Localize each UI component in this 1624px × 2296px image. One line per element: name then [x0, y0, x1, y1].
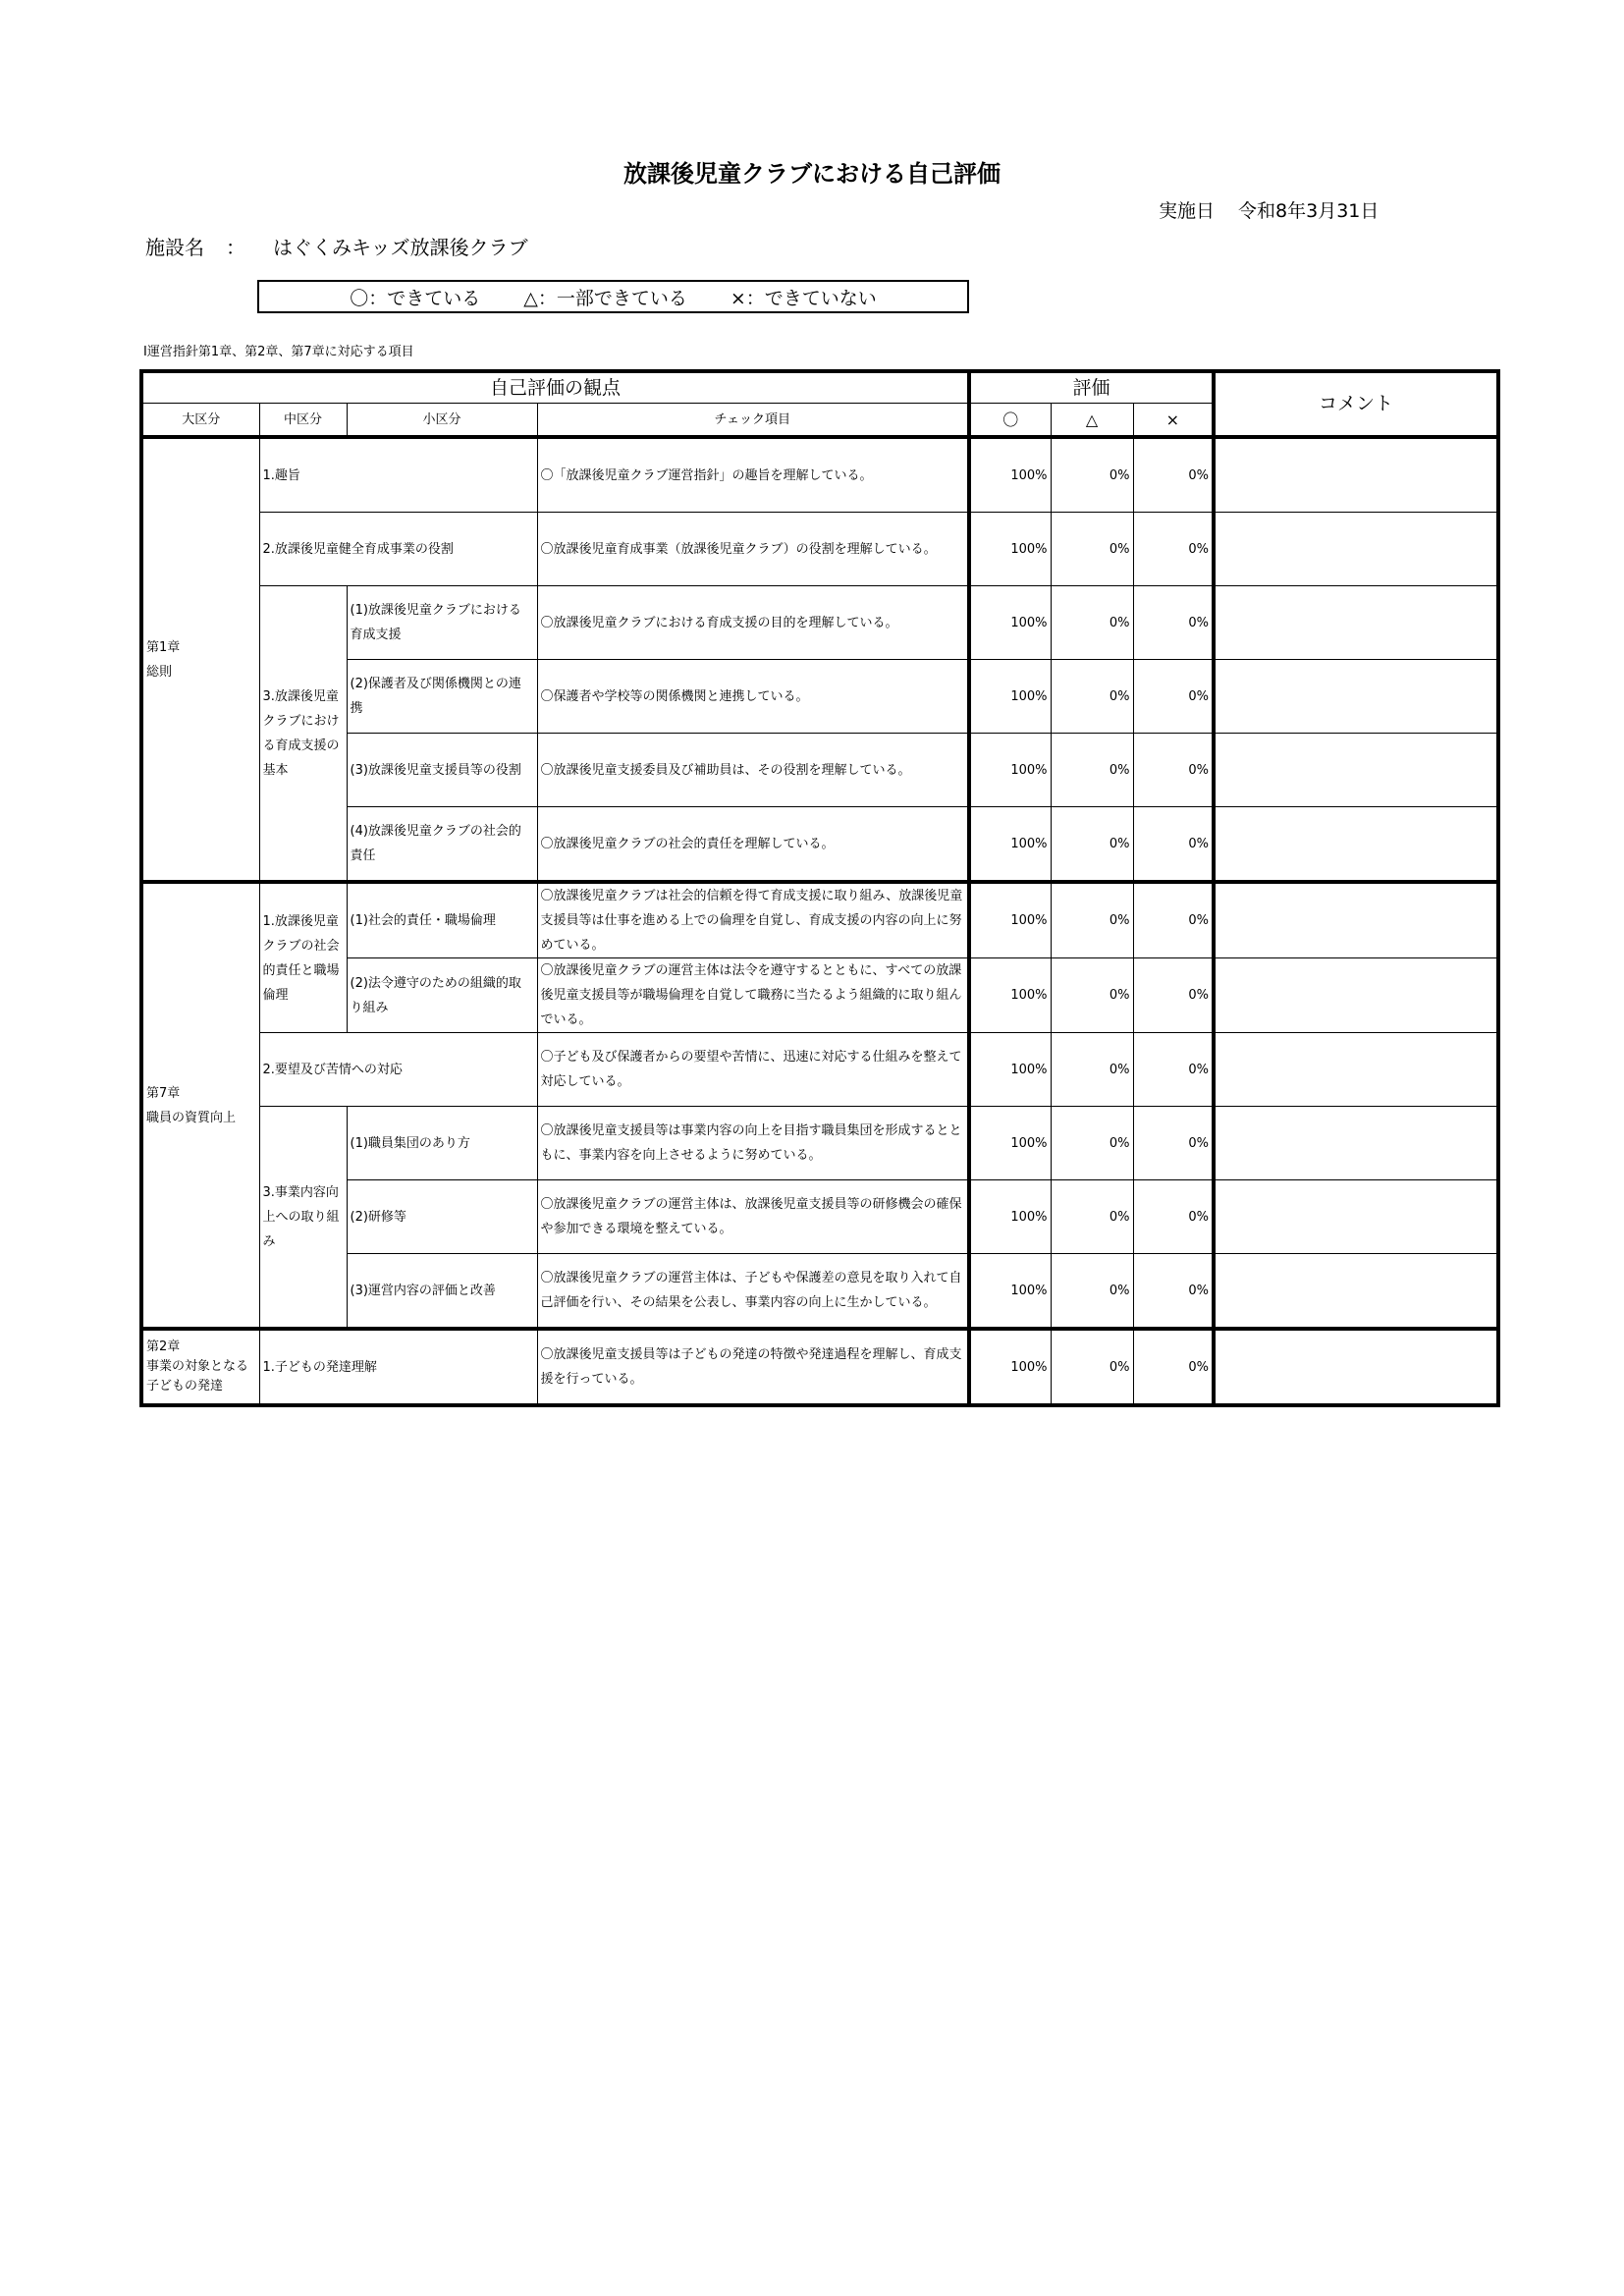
facility-colon: ： — [226, 236, 245, 259]
check-item: 〇放課後児童支援委員及び補助員は、その役割を理解している。 — [537, 734, 969, 807]
cross-rate: 0% — [1133, 958, 1214, 1033]
cross-rate: 0% — [1133, 807, 1214, 883]
implementation-date — [1159, 196, 1379, 223]
facility-label: 施設名 — [145, 236, 204, 259]
cross-rate: 0% — [1133, 513, 1214, 586]
circle-rate: 100% — [969, 437, 1051, 513]
legend-circle: 〇：できている — [350, 287, 481, 309]
circle-header: 〇 — [969, 404, 1051, 438]
check-item: 〇保護者や学校等の関係機関と連携している。 — [537, 660, 969, 734]
middle-cell: 2.要望及び苦情への対応 — [259, 1033, 537, 1107]
triangle-rate: 0% — [1051, 586, 1133, 660]
comment-cell — [1214, 660, 1498, 734]
cross-rate: 0% — [1133, 660, 1214, 734]
circle-rate: 100% — [969, 1107, 1051, 1180]
check-item: 〇放課後児童クラブの運営主体は法令を遵守するとともに、すべての放課後児童支援員等が職場倫理を自覚して職務に当たるよう組織的に取り組んでいる。 — [537, 958, 969, 1033]
check-item: 〇放課後児童育成事業（放課後児童クラブ）の役割を理解している。 — [537, 513, 969, 586]
circle-rate: 100% — [969, 513, 1051, 586]
comment-cell — [1214, 1329, 1498, 1405]
cross-rate: 0% — [1133, 734, 1214, 807]
minor-cell: (2)法令遵守のための組織的取り組み — [347, 958, 537, 1033]
circle-rate: 100% — [969, 1329, 1051, 1405]
major-cell-ch2: 第2章 事業の対象となる子どもの発達 — [141, 1329, 259, 1405]
facility-name-line — [145, 232, 528, 260]
triangle-rate: 0% — [1051, 1329, 1133, 1405]
circle-rate: 100% — [969, 586, 1051, 660]
comment-cell — [1214, 1254, 1498, 1330]
check-item: 〇放課後児童クラブの社会的責任を理解している。 — [537, 807, 969, 883]
evaluation-header: 評価 — [969, 371, 1214, 404]
circle-rate: 100% — [969, 1180, 1051, 1254]
middle-cell: 1.放課後児童クラブの社会的責任と職場倫理 — [259, 882, 347, 1033]
comment-cell — [1214, 882, 1498, 958]
cross-rate: 0% — [1133, 1033, 1214, 1107]
page-title: 放課後児童クラブにおける自己評価 — [623, 160, 1001, 188]
circle-rate: 100% — [969, 1254, 1051, 1330]
check-item: 〇子ども及び保護者からの要望や苦情に、迅速に対応する仕組みを整えて対応している。 — [537, 1033, 969, 1107]
minor-cell: (1)放課後児童クラブにおける育成支援 — [347, 586, 537, 660]
triangle-rate: 0% — [1051, 1254, 1133, 1330]
check-item: 〇「放課後児童クラブ運営指針」の趣旨を理解している。 — [537, 437, 969, 513]
triangle-rate: 0% — [1051, 882, 1133, 958]
triangle-rate: 0% — [1051, 513, 1133, 586]
cross-rate: 0% — [1133, 1180, 1214, 1254]
minor-cell: (3)運営内容の評価と改善 — [347, 1254, 537, 1330]
triangle-rate: 0% — [1051, 1180, 1133, 1254]
comment-cell — [1214, 513, 1498, 586]
cross-header: × — [1133, 404, 1214, 438]
check-item: 〇放課後児童支援員等は子どもの発達の特徴や発達過程を理解し、育成支援を行っている。 — [537, 1329, 969, 1405]
evaluation-table — [139, 369, 1500, 1407]
cross-rate: 0% — [1133, 1107, 1214, 1180]
circle-rate: 100% — [969, 1033, 1051, 1107]
minor-cell: (3)放課後児童支援員等の役割 — [347, 734, 537, 807]
triangle-rate: 0% — [1051, 1033, 1133, 1107]
circle-rate: 100% — [969, 958, 1051, 1033]
middle-cell: 3.放課後児童クラブにおける育成支援の基本 — [259, 586, 347, 883]
check-item: 〇放課後児童クラブにおける育成支援の目的を理解している。 — [537, 586, 969, 660]
comment-cell — [1214, 437, 1498, 513]
middle-cell: 2.放課後児童健全育成事業の役割 — [259, 513, 537, 586]
minor-cell: (1)社会的責任・職場倫理 — [347, 882, 537, 958]
major-cell-ch7: 第7章 職員の資質向上 — [141, 882, 259, 1329]
legend-triangle: △：一部できている — [523, 287, 687, 309]
comment-cell — [1214, 958, 1498, 1033]
triangle-rate: 0% — [1051, 1107, 1133, 1180]
middle-cell: 3.事業内容向上への取り組み — [259, 1107, 347, 1330]
viewpoint-header: 自己評価の観点 — [141, 371, 969, 404]
middle-header: 中区分 — [259, 404, 347, 438]
rating-legend — [257, 280, 969, 313]
middle-cell: 1.子どもの発達理解 — [259, 1329, 537, 1405]
cross-rate: 0% — [1133, 437, 1214, 513]
comment-cell — [1214, 1180, 1498, 1254]
triangle-header: △ — [1051, 404, 1133, 438]
circle-rate: 100% — [969, 807, 1051, 883]
triangle-rate: 0% — [1051, 958, 1133, 1033]
cross-rate: 0% — [1133, 1254, 1214, 1330]
cross-rate: 0% — [1133, 882, 1214, 958]
date-label: 実施日 — [1159, 200, 1216, 222]
triangle-rate: 0% — [1051, 660, 1133, 734]
facility-name: はぐくみキッズ放課後クラブ — [273, 236, 528, 259]
cross-rate: 0% — [1133, 586, 1214, 660]
major-cell-ch1: 第1章 総則 — [141, 437, 259, 882]
comment-cell — [1214, 586, 1498, 660]
triangle-rate: 0% — [1051, 437, 1133, 513]
comment-cell — [1214, 807, 1498, 883]
comment-cell — [1214, 1033, 1498, 1107]
check-item: 〇放課後児童クラブの運営主体は、放課後児童支援員等の研修機会の確保や参加できる環境を整えている。 — [537, 1180, 969, 1254]
circle-rate: 100% — [969, 882, 1051, 958]
check-item: 〇放課後児童支援員等は事業内容の向上を目指す職員集団を形成するとともに、事業内容を向上させるように努めている。 — [537, 1107, 969, 1180]
comment-header: コメント — [1214, 371, 1498, 437]
check-header: チェック項目 — [537, 404, 969, 438]
legend-cross: ×：できていない — [730, 287, 877, 309]
check-item: 〇放課後児童クラブは社会的信頼を得て育成支援に取り組み、放課後児童支援員等は仕事を進める上での倫理を自覚し、育成支援の内容の向上に努めている。 — [537, 882, 969, 958]
date-value: 令和8年3月31日 — [1238, 200, 1380, 222]
circle-rate: 100% — [969, 660, 1051, 734]
minor-cell: (1)職員集団のあり方 — [347, 1107, 537, 1180]
comment-cell — [1214, 734, 1498, 807]
check-item: 〇放課後児童クラブの運営主体は、子どもや保護差の意見を取り入れて自己評価を行い、その結果を公表し、事業内容の向上に生かしている。 — [537, 1254, 969, 1330]
circle-rate: 100% — [969, 734, 1051, 807]
minor-cell: (2)保護者及び関係機関との連携 — [347, 660, 537, 734]
minor-cell: (4)放課後児童クラブの社会的責任 — [347, 807, 537, 883]
triangle-rate: 0% — [1051, 807, 1133, 883]
cross-rate: 0% — [1133, 1329, 1214, 1405]
middle-cell: 1.趣旨 — [259, 437, 537, 513]
minor-header: 小区分 — [347, 404, 537, 438]
triangle-rate: 0% — [1051, 734, 1133, 807]
comment-cell — [1214, 1107, 1498, 1180]
major-header: 大区分 — [141, 404, 259, 438]
section-note: Ⅰ運営指針第1章、第2章、第7章に対応する項目 — [143, 345, 414, 359]
minor-cell: (2)研修等 — [347, 1180, 537, 1254]
